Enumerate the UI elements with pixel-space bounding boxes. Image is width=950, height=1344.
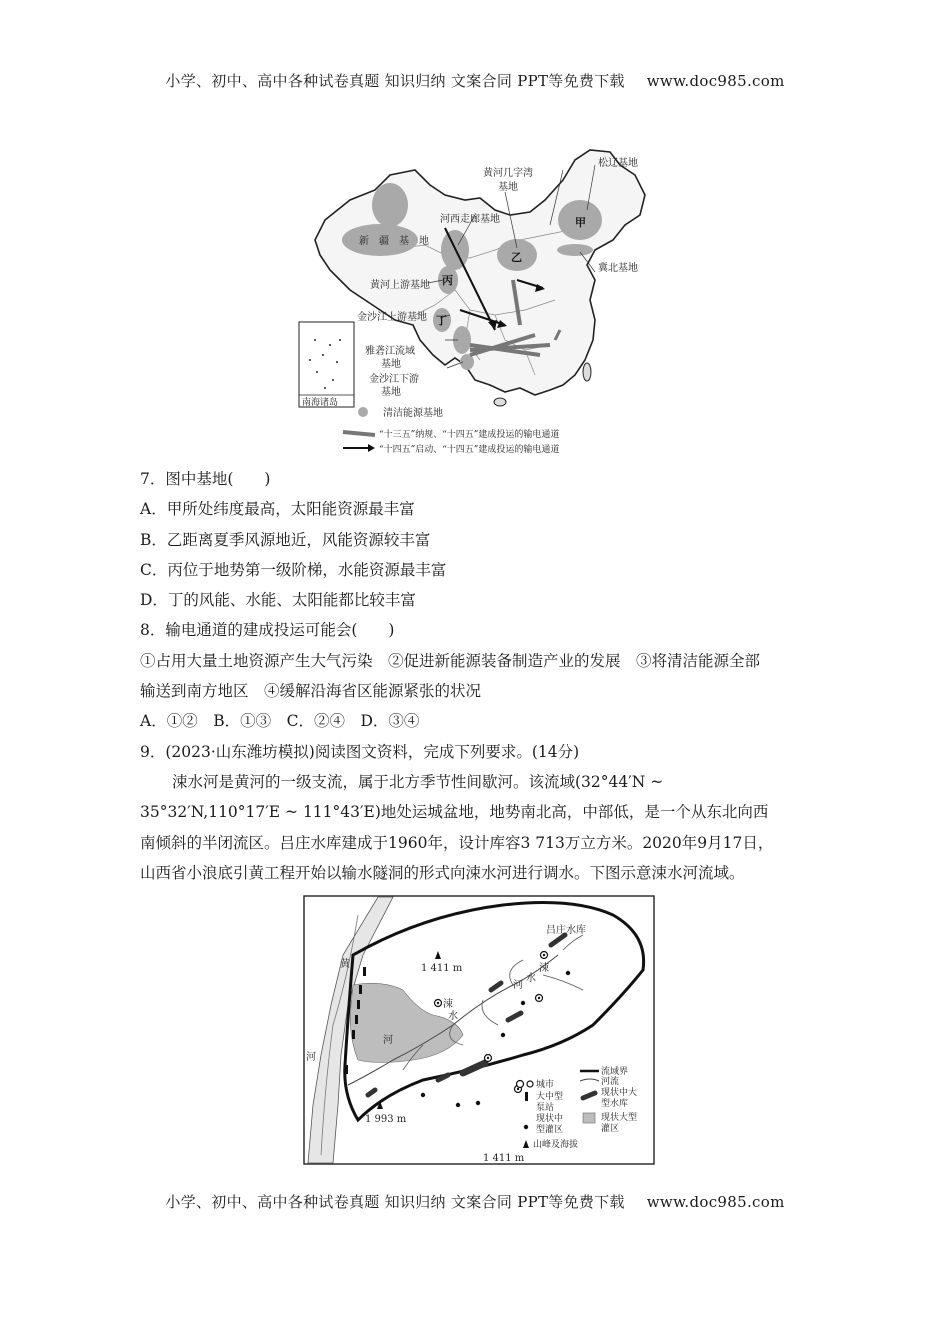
label-peak-1: 1 411 m: [421, 963, 463, 974]
legend-pump2: 泵站: [536, 1103, 555, 1113]
q7-option-a[interactable]: A．甲所处纬度最高，太阳能资源最丰富: [140, 500, 415, 519]
q9-para-line2: 35°32′N,110°17′E ~ 111°43′E)地处运城盆地，地势南北高，中部低，是一个从东北向西: [140, 803, 769, 822]
question-block: [140, 464, 820, 888]
label-he-1: 河: [513, 980, 523, 991]
legend-pump-swatch: [525, 1092, 528, 1101]
label-shui-2: 水: [448, 1011, 458, 1022]
base-blob-jibei: [557, 244, 593, 256]
q7-option-d[interactable]: D．丁的风能、水能、太阳能都比较丰富: [140, 591, 416, 610]
south-sea-inset: [299, 322, 354, 407]
q7-stem: 7．图中基地( ): [140, 470, 271, 488]
label-he-2: 河: [383, 1035, 393, 1046]
base-blob-north-xinjiang: [372, 183, 408, 227]
sushui-river-map: [303, 895, 655, 1165]
label-he-left: 河: [306, 1052, 316, 1063]
legend-clean-base-swatch: [358, 407, 368, 417]
legend-irrigation-big2: 灌区: [601, 1124, 620, 1134]
label-huanghe-upper: 黄河上游基地: [370, 280, 430, 291]
legend-boundary: 流域界: [601, 1067, 629, 1077]
label-south-sea: 南海诸岛: [302, 398, 339, 408]
legend-city: 城市: [536, 1080, 555, 1090]
label-jinsha-lower-2: 基地: [381, 387, 401, 398]
label-bing: 丙: [442, 274, 453, 287]
page-header: [0, 70, 950, 91]
footer-text: 小学、初中、高中各种试卷真题 知识归纳 文案合同 PPT等免费下载: [165, 1193, 625, 1211]
legend-reservoir-big: 现状中大: [601, 1088, 638, 1098]
legend-irrigation-big-swatch: [583, 1113, 595, 1123]
legend-clean-base: 清洁能源基地: [383, 408, 443, 419]
china-outline: [315, 150, 645, 395]
label-huanghe-jizi-1: 黄河几字湾: [483, 168, 533, 179]
q7-option-b[interactable]: B．乙距离夏季风源地近，风能资源较丰富: [140, 530, 431, 549]
page-footer: [0, 1191, 950, 1212]
label-yalong-2: 基地: [381, 359, 401, 370]
legend-reservoir-big2: 型水库: [601, 1099, 629, 1109]
label-yalong-1: 雅砻江流域: [365, 346, 415, 357]
legend-river: 河流: [601, 1077, 620, 1087]
label-peak-2: 1 993 m: [365, 1114, 407, 1125]
legend-irrigation-big: 现状大型: [601, 1113, 638, 1123]
legend-peak: 山峰及海拔: [533, 1140, 579, 1150]
label-su-1: 涑: [539, 963, 549, 974]
label-reservoir: 吕庄水库: [546, 925, 586, 936]
label-jia: 甲: [575, 216, 586, 229]
q8-options[interactable]: A．①② B．①③ C．②④ D．③④: [140, 712, 420, 731]
q7-option-c[interactable]: C．丙位于地势第一级阶梯，水能资源最丰富: [140, 560, 447, 579]
label-peak-3: 1 411 m: [483, 1153, 525, 1164]
legend-channel-14: “十四五”启动、“十四五”建成投运的输电通道: [379, 445, 560, 455]
q8-stem: 8．输电通道的建成投运可能会( ): [140, 621, 395, 640]
legend-irrigation-mid: 现状中: [536, 1114, 564, 1124]
legend-black-arrowhead: [368, 444, 375, 452]
china-energy-map: [295, 140, 685, 458]
label-ding: 丁: [436, 314, 447, 327]
label-shui-1: 水: [526, 973, 536, 984]
header-text: 小学、初中、高中各种试卷真题 知识归纳 文案合同 PPT等免费下载: [165, 72, 625, 90]
legend-channel-13: “十三五”纳规、“十四五”建成投运的输电通道: [379, 430, 560, 440]
q9-para-line1: 涑水河是黄河的一级支流，属于北方季节性间歇河。该流域(32°44′N ~: [172, 772, 664, 791]
q9-para-line4: 山西省小浪底引黄工程开始以输水隧洞的形式向涑水河进行调水。下图示意涑水河流域。: [140, 863, 745, 882]
label-jinsha-upper: 金沙江上游基地: [357, 312, 427, 323]
q8-line2: 输送到南方地区 ④缓解沿海省区能源紧张的状况: [140, 682, 482, 701]
legend-gray-swatch: [343, 432, 375, 435]
header-site[interactable]: www.doc985.com: [646, 72, 785, 90]
label-jibei: 冀北基地: [598, 263, 638, 274]
label-jinsha-lower-1: 金沙江下游: [369, 374, 419, 385]
taiwan-island: [583, 363, 591, 381]
legend-pump: 大中型: [536, 1092, 564, 1102]
label-yi: 乙: [511, 251, 522, 264]
label-su-2: 涑: [443, 999, 453, 1010]
footer-site[interactable]: www.doc985.com: [646, 1193, 785, 1211]
q9-stem: 9．(2023·山东潍坊模拟)阅读图文资料，完成下列要求。(14分): [140, 742, 580, 761]
label-huang: 黄: [340, 959, 350, 970]
legend-city-swatch: [517, 1081, 524, 1088]
legend-irrigation-mid2: 型灌区: [536, 1125, 564, 1135]
hainan-island: [494, 398, 506, 406]
q9-para-line3: 南倾斜的半闭流区。吕庄水库建成于1960年，设计库容3 713万立方米。2020年9月17日，: [140, 833, 774, 852]
legend-irrigation-mid-swatch: [524, 1125, 528, 1129]
label-songliao: 松辽基地: [598, 158, 638, 169]
label-xinjiang: 新 疆 基 地: [359, 236, 429, 247]
legend-city-swatch-2: [527, 1081, 533, 1087]
label-hexi: 河西走廊基地: [440, 214, 500, 225]
q8-line1: ①占用大量土地资源产生大气污染 ②促进新能源装备制造产业的发展 ③将清洁能源全部: [140, 651, 761, 670]
label-huanghe-jizi-2: 基地: [498, 182, 518, 193]
